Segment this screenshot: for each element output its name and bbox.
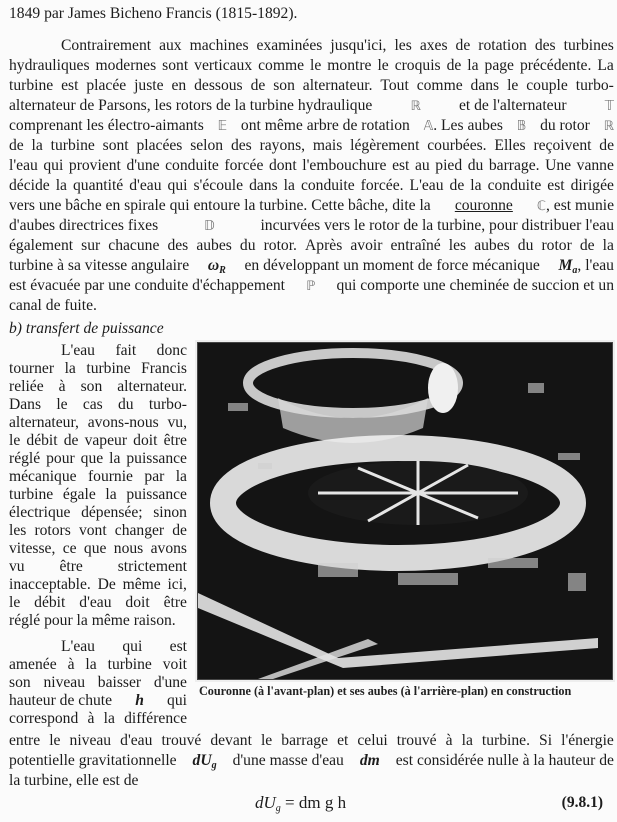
- word: le: [507, 77, 519, 94]
- word: nous: [113, 540, 144, 557]
- word: De: [97, 576, 116, 593]
- word: ici,: [167, 576, 187, 593]
- word: des: [167, 237, 189, 254]
- text-line: [9, 360, 187, 378]
- word: amenée: [9, 656, 57, 673]
- word: qui: [167, 177, 188, 194]
- word: turbines: [563, 37, 614, 54]
- omega-subscript: R: [219, 265, 226, 276]
- word: de: [172, 522, 187, 539]
- word: dépensée;: [81, 504, 143, 521]
- word: des: [230, 137, 252, 154]
- text-line: [9, 216, 614, 236]
- word: reçoivent: [533, 137, 592, 154]
- word: dans: [470, 77, 500, 94]
- word: dessous: [194, 77, 243, 94]
- word: des: [534, 37, 556, 54]
- word: alternateur.: [302, 77, 373, 94]
- word: de: [250, 77, 266, 94]
- text-line: [9, 450, 187, 468]
- word: Après: [305, 237, 343, 254]
- word: mécanique: [9, 468, 77, 485]
- symbol-A: 𝔸: [423, 119, 434, 134]
- word: avons-nous: [87, 414, 159, 431]
- word: à: [87, 710, 95, 727]
- word: électrique: [9, 504, 71, 521]
- word: de: [63, 432, 79, 449]
- word: alternateur,: [9, 414, 79, 431]
- equation: [255, 792, 346, 814]
- text-run: potentielle gravitationnelle: [9, 752, 177, 769]
- word: forcée.: [360, 177, 404, 194]
- word: les: [394, 37, 412, 54]
- text-line: [9, 176, 614, 196]
- text-line: [9, 236, 614, 256]
- word: examinées: [256, 37, 323, 54]
- word: le: [56, 396, 68, 413]
- word: baisser: [97, 674, 142, 691]
- word: de: [579, 237, 595, 254]
- word: trouvé: [161, 732, 202, 749]
- word: vanne: [576, 157, 614, 174]
- word: s'écoule: [193, 177, 244, 194]
- word: hydrauliques: [9, 57, 90, 74]
- word: de: [446, 57, 462, 74]
- word: et: [337, 732, 349, 749]
- word: son: [273, 77, 295, 94]
- word: doit: [125, 594, 150, 611]
- text-run: d'une masse d'eau: [232, 752, 344, 769]
- text-run: vers une bâche en spirale qui entoure la turbine. Cette bâche, dite la: [9, 197, 431, 214]
- dU-subscript: g: [211, 760, 217, 771]
- word: le: [9, 594, 21, 611]
- text-line: réglé pour la même raison.: [9, 612, 176, 629]
- word: couple: [526, 77, 568, 94]
- word: la: [602, 237, 614, 254]
- word: la: [64, 360, 76, 377]
- word: à: [67, 656, 75, 673]
- word: de: [449, 177, 465, 194]
- text-run: , est munie: [546, 197, 614, 214]
- word: précédente.: [519, 57, 592, 74]
- word: également: [9, 237, 74, 254]
- word: débit: [34, 594, 66, 611]
- word: turbo-: [148, 396, 187, 413]
- text-line: [9, 468, 187, 486]
- word: est: [547, 177, 565, 194]
- word: du: [118, 396, 134, 413]
- dm-symbol: dm: [359, 752, 380, 769]
- text-run: est évacuée par une conduite d'échappement: [9, 277, 285, 294]
- intro-line: 1849 par James Bicheno Francis (1815-1892).: [9, 5, 298, 22]
- symbol-C: ℂ: [536, 199, 546, 214]
- word: doit: [133, 432, 158, 449]
- text-run: turbine à sa vitesse angulaire: [9, 257, 190, 274]
- word: sur: [81, 237, 101, 254]
- word: l'énergie: [561, 732, 614, 749]
- word: barrage.: [488, 157, 540, 174]
- word: que: [80, 450, 104, 467]
- word: Contrairement: [61, 37, 152, 54]
- text-run: comprenant les électro-aimants: [9, 117, 204, 134]
- text-line: [9, 378, 187, 396]
- text-line: [9, 276, 614, 296]
- word: croquis: [394, 57, 441, 74]
- text-line: [9, 594, 187, 612]
- word: cas: [82, 396, 103, 413]
- word: jusqu'ici,: [330, 37, 387, 54]
- word: à: [58, 378, 66, 395]
- text-line: [9, 96, 614, 116]
- text-line: [9, 674, 187, 692]
- text-run: ont même arbre de rotation: [240, 117, 410, 134]
- text-line: [9, 692, 187, 710]
- word: dont: [268, 157, 297, 174]
- text-line: canal de fuite.: [9, 297, 97, 314]
- word: sont: [102, 137, 129, 154]
- word: du: [467, 157, 484, 174]
- word: rotation: [478, 37, 527, 54]
- turbine-photo-image: [198, 343, 612, 679]
- text-line: [9, 342, 187, 360]
- word: Tout: [380, 77, 409, 94]
- word: vapeur: [84, 432, 128, 449]
- word: montre: [327, 57, 372, 74]
- word: même: [122, 576, 161, 593]
- word: l'embouchure: [302, 157, 387, 174]
- word: qui: [122, 638, 143, 655]
- text-run: en développant un moment de force mécanique: [244, 257, 540, 274]
- word: Elles: [494, 137, 526, 154]
- text-line: [9, 656, 187, 674]
- symbol-E: 𝔼: [217, 119, 228, 134]
- text-run: qui comporte une cheminée de succion et un: [336, 277, 614, 294]
- word: sont: [162, 57, 189, 74]
- word: pour: [46, 450, 75, 467]
- word: les: [9, 522, 27, 539]
- text-line: [9, 638, 187, 656]
- symbol-T: 𝕋: [604, 99, 614, 114]
- word: mais: [312, 137, 343, 154]
- moment-letter: M: [558, 257, 573, 274]
- figure-caption: Couronne (à l'avant-plan) et ses aubes (à l'arrière-plan) en construction: [199, 684, 572, 698]
- word: le: [9, 432, 21, 449]
- word: du: [517, 237, 534, 254]
- word: fournie: [87, 468, 133, 485]
- word: devant: [210, 732, 252, 749]
- word: comme: [416, 77, 463, 94]
- word: dans: [249, 177, 278, 194]
- word: réglé: [9, 450, 41, 467]
- word: d'eau: [120, 732, 153, 749]
- word: voit: [162, 656, 187, 673]
- word: ce: [62, 540, 77, 557]
- word: avoir: [350, 237, 383, 254]
- dU-letters: dU: [192, 752, 212, 769]
- word: modernes: [95, 57, 157, 74]
- word: la: [109, 450, 121, 467]
- word: Si: [539, 732, 553, 749]
- turbine-photo: [197, 342, 613, 680]
- text-run: qui: [167, 692, 187, 709]
- text-line: [9, 396, 187, 414]
- word: décide: [9, 177, 50, 194]
- word: qui: [43, 157, 64, 174]
- word: la: [105, 486, 117, 503]
- word: aubes: [196, 237, 232, 254]
- word: fait: [115, 342, 137, 359]
- text-run: alternateur de Parsons, les rotors de la turbine hydraulique: [9, 97, 373, 114]
- word: à: [445, 732, 453, 749]
- section-heading: b) transfert de puissance: [9, 320, 164, 337]
- word: avons: [150, 540, 187, 557]
- word: Dans: [9, 396, 42, 413]
- word: différence: [124, 710, 187, 727]
- equation-lhs: dU: [255, 793, 276, 812]
- word: La: [597, 57, 614, 74]
- text-line: [9, 414, 187, 432]
- word: strictement: [117, 558, 187, 575]
- symbol-group: [424, 116, 503, 136]
- word: chacune: [108, 237, 160, 254]
- word: rotor.: [263, 237, 297, 254]
- word: turbine: [9, 486, 54, 503]
- text-line: [9, 256, 614, 276]
- text-line: la turbine, elle est de: [9, 772, 139, 789]
- word: changer: [114, 522, 165, 539]
- word: du: [239, 237, 256, 254]
- word: la: [467, 57, 479, 74]
- word: au: [414, 157, 430, 174]
- word: conduite: [487, 177, 542, 194]
- word: page: [484, 57, 514, 74]
- word: juste: [134, 77, 164, 94]
- word: quantité: [73, 177, 124, 194]
- word: verticaux: [194, 57, 253, 74]
- word: axes: [419, 37, 448, 54]
- word: de: [599, 137, 614, 154]
- word: donc: [156, 342, 187, 359]
- word: vont: [78, 522, 107, 539]
- word: placées: [136, 137, 183, 154]
- h-symbol: h: [135, 692, 144, 709]
- word: niveau: [69, 732, 112, 749]
- word: la: [461, 732, 473, 749]
- moment-symbol: [559, 257, 578, 274]
- word: égale: [62, 486, 96, 503]
- word: vitesse,: [9, 540, 56, 557]
- word: d'eau: [79, 594, 112, 611]
- word: la: [55, 177, 67, 194]
- word: niveau: [43, 674, 86, 691]
- equation-number: (9.8.1): [561, 794, 603, 811]
- dUg-symbol: [193, 751, 217, 771]
- word: son: [80, 378, 103, 395]
- word: aux: [159, 37, 182, 54]
- word: aubes: [474, 237, 510, 254]
- word: rotors: [34, 522, 71, 539]
- word: d'une: [153, 674, 187, 691]
- word: légèrement: [350, 137, 420, 154]
- text-line: [9, 156, 614, 176]
- word: turbine: [50, 137, 95, 154]
- word: la: [470, 177, 482, 194]
- word: conduite: [165, 157, 219, 174]
- moment-subscript: a: [572, 265, 578, 276]
- word: entre: [9, 732, 41, 749]
- word: reliée: [9, 378, 44, 395]
- text-run: incurvées vers le rotor de la turbine, pour distribuer l'eau: [260, 217, 614, 234]
- equation-rhs: = dm g h: [285, 793, 347, 812]
- word: Francis: [141, 360, 187, 377]
- text-run: du rotor: [540, 117, 590, 134]
- word: pied: [435, 157, 463, 174]
- word: dirigée: [570, 177, 614, 194]
- symbol-R: ℝ: [603, 119, 614, 134]
- word: être: [59, 558, 83, 575]
- word: vu,: [167, 414, 187, 431]
- omega-symbol: [208, 256, 226, 276]
- word: débit: [26, 432, 58, 449]
- word: rotor: [541, 237, 572, 254]
- word: selon: [190, 137, 224, 154]
- symbol-group: [559, 256, 614, 276]
- text-run: et de l'alternateur: [458, 97, 567, 114]
- word: d'une: [126, 157, 160, 174]
- word: la: [31, 137, 43, 154]
- text-run: , l'eau: [577, 257, 614, 274]
- word: les: [448, 237, 467, 254]
- text-line: [9, 576, 187, 594]
- text-line: [9, 540, 187, 558]
- word: d'eau: [129, 177, 162, 194]
- text-line: [9, 710, 187, 728]
- word: L'eau: [409, 177, 444, 194]
- word: inacceptable.: [9, 576, 91, 593]
- symbol-P: ℙ: [306, 279, 316, 294]
- word: par: [144, 468, 165, 485]
- text-line: [9, 522, 187, 540]
- omega-letter: ω: [207, 257, 220, 274]
- word: être: [163, 594, 187, 611]
- text-run: est considérée nulle à la hauteur de: [395, 752, 614, 769]
- word: alternateur.: [117, 378, 187, 395]
- word: que: [83, 540, 107, 557]
- word: L'eau: [61, 342, 95, 359]
- text-line: [9, 731, 614, 751]
- text-line: [9, 56, 614, 76]
- symbol-D: 𝔻: [203, 219, 215, 234]
- text-line: [9, 36, 614, 56]
- word: barrage: [281, 732, 329, 749]
- text-run: . Les aubes: [433, 117, 503, 134]
- word: comme: [258, 57, 305, 74]
- symbol-B: 𝔹: [516, 119, 527, 134]
- word: puissance: [126, 486, 187, 503]
- word: entraîné: [390, 237, 441, 254]
- word: turbo-: [575, 77, 614, 94]
- word: sinon: [153, 504, 187, 521]
- word: être: [163, 432, 187, 449]
- word: forcée: [224, 157, 264, 174]
- text-line: [9, 136, 614, 156]
- text-line: [9, 486, 187, 504]
- word: la: [85, 656, 97, 673]
- text-line: [9, 751, 614, 771]
- word: L'eau: [61, 638, 95, 655]
- word: le: [49, 732, 61, 749]
- word: l'eau: [9, 157, 38, 174]
- word: celui: [357, 732, 388, 749]
- word: est: [169, 638, 187, 655]
- word: la: [103, 710, 115, 727]
- word: puissance: [126, 450, 187, 467]
- word: la: [283, 177, 295, 194]
- text-run: d'aubes directrices fixes: [9, 217, 159, 234]
- word: correspond: [9, 710, 79, 727]
- text-line: [9, 558, 187, 576]
- word: machines: [189, 37, 249, 54]
- word: turbine: [107, 656, 152, 673]
- text-run: hauteur de chute: [9, 692, 113, 709]
- word: tourner: [9, 360, 55, 377]
- word: turbine: [9, 77, 54, 94]
- word: en: [171, 77, 187, 94]
- word: le: [377, 57, 389, 74]
- word: la: [175, 468, 187, 485]
- underlined-term: couronne: [454, 197, 513, 214]
- word: conduite: [300, 177, 355, 194]
- word: provient: [68, 157, 121, 174]
- word: rayons,: [259, 137, 306, 154]
- text-line: [9, 116, 614, 136]
- symbol-group: [537, 196, 614, 216]
- text-line: [9, 504, 187, 522]
- word: turbine.: [481, 732, 530, 749]
- word: trouvé: [396, 732, 437, 749]
- symbol-R: ℝ: [410, 99, 421, 114]
- word: Une: [545, 157, 572, 174]
- word: de: [9, 137, 24, 154]
- equation-lhs-subscript: g: [275, 803, 281, 814]
- word: le: [310, 57, 322, 74]
- word: le: [260, 732, 273, 749]
- word: est: [392, 157, 410, 174]
- text-line: [9, 196, 614, 216]
- text-line: [9, 432, 187, 450]
- word: est: [61, 77, 79, 94]
- word: courbées.: [427, 137, 487, 154]
- word: de: [455, 37, 471, 54]
- word: turbine: [86, 360, 131, 377]
- word: vu: [9, 558, 25, 575]
- word: placée: [86, 77, 127, 94]
- word: son: [9, 674, 31, 691]
- text-line: [9, 76, 614, 96]
